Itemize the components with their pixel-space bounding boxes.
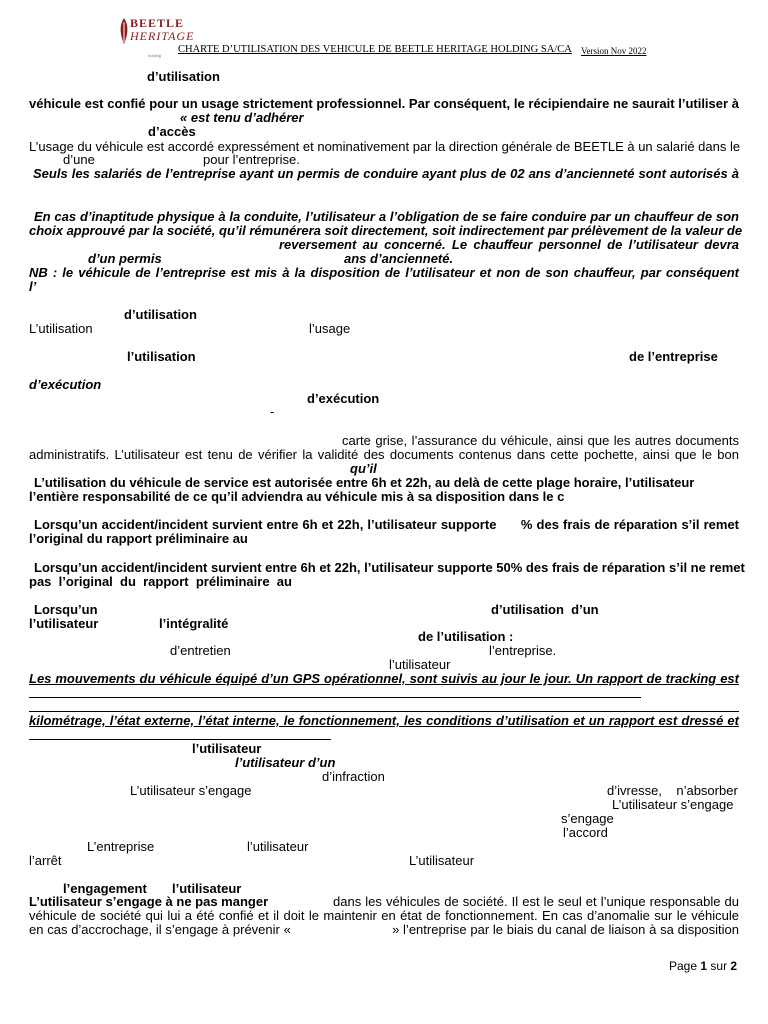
logo-line1: BEETLE xyxy=(130,16,185,30)
text-line: administratifs. L’utilisateur est tenu de vérifier la validité des documents contenus dans cette pochette, ainsi que le bon xyxy=(29,447,739,462)
text-line: l’utilisateur xyxy=(247,839,309,854)
page-current: 1 xyxy=(700,959,708,973)
underline-rule xyxy=(29,697,641,698)
text-line: L’utilisateur xyxy=(409,853,475,868)
text-line: l’utilisateur d’un xyxy=(235,755,336,770)
text-line: NB : le véhicule de l’entreprise est mis à la disposition de l’utilisateur et non de son chauffeur, par conséquent xyxy=(29,265,739,280)
text-line: s’engage xyxy=(561,811,614,826)
text-line: d’exécution xyxy=(307,391,380,406)
text-line: l’accord xyxy=(563,825,608,840)
text-line: L’utilisateur s’engage xyxy=(612,797,734,812)
text-line: d’infraction xyxy=(322,769,385,784)
text-line: « est tenu d’adhérer xyxy=(180,110,304,125)
text-line: de l’entreprise xyxy=(629,349,718,364)
document-title: CHARTE D’UTILISATION DES VEHICULE DE BEETLE HERITAGE HOLDING SA/CA xyxy=(178,44,572,55)
text-line: L’usage du véhicule est accordé expressément et nominativement par la direction générale de BEETLE à un salarié dans le xyxy=(29,139,741,154)
text-line: En cas d’inaptitude physique à la conduite, l’utilisateur a l’obligation de se faire conduire par un chauffeur de son xyxy=(34,209,739,224)
text-line: l’engagement xyxy=(63,881,147,896)
text-line: l’usage xyxy=(309,321,351,336)
document-version: Version Nov 2022 xyxy=(581,46,647,56)
text-line: qu’il xyxy=(350,461,377,476)
text-line: reversement au concerné. Le chauffeur personnel de l’utilisateur devra xyxy=(279,237,739,252)
text-line: Seuls les salariés de l’entreprise ayant un permis de conduire ayant plus de 02 ans d’ancienneté sont autorisés à xyxy=(33,166,739,181)
text-line: pour l’entreprise. xyxy=(203,152,300,167)
text-line: l’utilisateur xyxy=(172,881,242,896)
text-line: L’utilisation xyxy=(29,321,93,336)
text-line: L’utilisateur s’engage à ne pas manger xyxy=(29,894,269,909)
page-label: Page xyxy=(669,959,698,973)
text-line: l’intégralité xyxy=(159,616,229,631)
text-line: d’utilisation xyxy=(147,69,220,84)
logo-tagline: holding xyxy=(148,53,161,58)
text-line: l’utilisateur xyxy=(29,616,99,631)
text-line: carte grise, l’assurance du véhicule, ainsi que les autres documents xyxy=(342,433,739,448)
text-line: d’accès xyxy=(148,124,196,139)
text-line: ans d’ancienneté. xyxy=(344,251,454,266)
text-line: l’utilisation xyxy=(127,349,196,364)
text-line: Lorsqu’un accident/incident survient entre 6h et 22h, l’utilisateur supporte % des frais de réparation s’il remet xyxy=(34,517,739,532)
text-line: Lorsqu’un accident/incident survient entre 6h et 22h, l’utilisateur supporte 50% des frais de réparation s’il ne remet xyxy=(34,560,745,575)
text-line: d’ivresse, n’absorber xyxy=(607,783,738,798)
text-line: dans les véhicules de société. Il est le seul et l’unique responsable du xyxy=(333,894,739,909)
text-line: véhicule de société qui lui a été confié et il doit le maintenir en état de fonctionnement. En cas d’anomalie sur le véhicule xyxy=(29,908,739,923)
text-line: de l’utilisation : xyxy=(418,629,514,644)
text-line: d’exécution xyxy=(29,377,102,392)
text-line: l’entière responsabilité de ce qu’il adviendra au véhicule mis à sa disposition dans le c xyxy=(29,489,565,504)
underline-rule xyxy=(29,711,739,712)
text-line: l’arrêt xyxy=(29,853,62,868)
text-line: d’un permis xyxy=(88,251,162,266)
text-line: choix approuvé par la société, qu’il rémunérera soit directement, soit indirectement par prélèvement de la valeur de xyxy=(29,223,743,238)
text-line: Les mouvements du véhicule équipé d’un GPS opérationnel, sont suivis au jour le jour. Un rapport de tracking est xyxy=(29,671,739,686)
page-of: sur xyxy=(710,959,728,973)
text-line: Lorsqu’un xyxy=(34,602,98,617)
text-line: en cas d’accrochage, il s’engage à prévenir « » l’entreprise par le biais du canal de liaison à sa disposition xyxy=(29,922,739,937)
page-number xyxy=(669,959,737,973)
beetle-logo-icon xyxy=(118,18,130,44)
text-line: - xyxy=(270,404,275,419)
text-line: véhicule est confié pour un usage strictement professionnel. Par conséquent, le récipiendaire ne saurait l’utiliser à xyxy=(29,96,739,111)
page-total: 2 xyxy=(730,959,738,973)
text-line: d’entretien xyxy=(170,643,231,658)
text-line: l’utilisateur xyxy=(389,657,451,672)
text-line: l’entreprise. xyxy=(489,643,557,658)
text-line: L’utilisation du véhicule de service est autorisée entre 6h et 22h, au delà de cette plage horaire, l’utilisateur xyxy=(34,475,695,490)
underline-rule xyxy=(29,739,331,740)
text-line: l’ xyxy=(29,279,37,294)
text-line: L’utilisateur s’engage xyxy=(130,783,252,798)
text-line: d’une xyxy=(63,152,95,167)
text-line: pas l’original du rapport préliminaire au xyxy=(29,574,292,589)
text-line: l’original du rapport préliminaire au xyxy=(29,531,248,546)
text-line: kilométrage, l’état externe, l’état interne, le fonctionnement, les conditions d’utilisation et un rapport est dressé et xyxy=(29,713,739,728)
text-line: d’utilisation xyxy=(124,307,197,322)
text-line: L’entreprise xyxy=(87,839,155,854)
text-line: l’utilisateur xyxy=(192,741,262,756)
logo-line2: HERITAGE xyxy=(130,29,195,43)
text-line: d’utilisation d’un xyxy=(491,602,599,617)
